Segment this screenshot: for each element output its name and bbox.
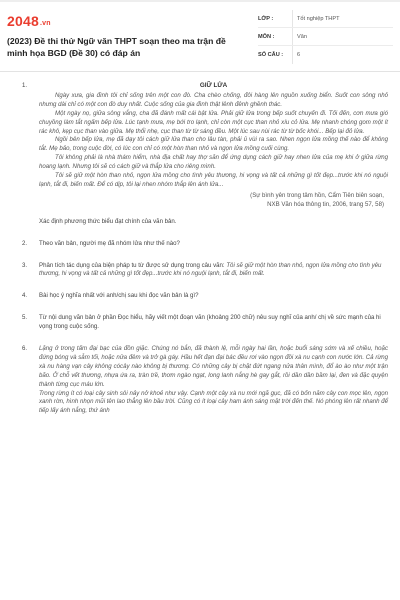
passage-paragraph: Tôi sẽ giữ một hòn than nhỏ, ngọn lửa mồng cho tình yêu thương, hi vọng và tất cả những gì tốt đẹp...trước khi nó nguội lạnh, tắt đi, biến mất. Để có dịp, tôi lại nhen nhóm thắp lên ánh lửa... <box>39 172 388 188</box>
logo-suffix: .vn <box>39 20 51 27</box>
meta-key: SỐ CÂU : <box>258 52 284 58</box>
meta-value: Tốt nghiệp THPT <box>292 10 393 27</box>
question-number: 2. <box>22 239 28 247</box>
passage-source-line: NXB Văn hóa thông tin, 2006, trang 57, 58) <box>267 200 384 208</box>
question-passage: Lặng ở trong tấm đại bạc của đồn giặc. Chúng nó bắn, đã thành lệ, mỗi ngày hai lần, hoặc buổi sáng sớm và xế chiều, hoặc đứng bóng và sẫm tối, hoặc nửa đêm và trở gà gáy. Hầu hết đạn đại bác đều rơi vào ngọn đồi xà nu cạnh con nước lớn. Cả rừng xà nu hàng vạn cây không cócây nào không bị thương. Có những cây bị chặt đứt ngang nửa thân mình, đổ ào ào như một trận bão. Ở chỗ vết thương, nhựa ứa ra, tràn trề, thơm ngào ngạt, long lanh nắng hè gay gắt, rồi dần dần bầm lại, đen và đặc quyện thành từng cục máu lớn. <box>39 345 388 388</box>
page-top-bar <box>0 0 400 2</box>
question-3 <box>22 262 388 280</box>
question-text <box>39 262 388 280</box>
question-passage: Trong rừng ít có loại cây sinh sôi nảy nở khoẻ như vậy. Cạnh một cây xà nu mới ngã gục, đã có bốn năm cây con mọc lên, ngọn xanh rờn, hình nhọn mũi tên lao thẳng lên bầu trời. Cũng có ít loại cây ham ánh sáng mặt trời đến thế. Nó phóng lên rất nhanh để tiếp lấy ánh nắng, thứ ánh <box>39 389 388 415</box>
passage-source-line: (Sự bình yên trong tâm hồn, Cẩm Tiên biên soạn, <box>250 191 384 199</box>
meta-row-class <box>258 10 393 28</box>
question-6 <box>22 345 388 416</box>
document-title: (2023) Đề thi thử Ngữ văn THPT soạn theo ma trận đề minh họa BGD (Đề 30) có đáp án <box>7 36 226 58</box>
question-task: Xác định phương thức biểu đạt chính của văn bản. <box>39 217 177 225</box>
question-number: 1. <box>22 82 28 89</box>
passage-paragraph: Một ngày nọ, giữa sông vắng, cha đã đánh mất cái bật lửa. Phải giữ lửa trong bếp suốt chuyến đi. Tối đến, cơn mưa gió chuyồng làm tắt ngấm bếp lửa. Lúc tạnh mưa, mẹ bới tro lạnh, chỉ còn một cục than nhỏ xíu cỏ lửa. Mẹ nhanh chóng gom một ít rác khô, kẹp cục than vào giữa. Mẹ thổi nhẹ, cục than từ từ sáng đều. Một lúc sau nùi rác từ từ bốc khói... Bếp lại đỏ lửa. <box>39 109 388 135</box>
question-4 <box>22 292 388 301</box>
question-text: Bài học ý nghĩa nhất với anh/chị sau khi đọc văn bản là gì? <box>39 292 199 300</box>
passage-paragraph: Ngày xưa, gia đình tôi chỉ sống trên một con đò. Cha chèo chống, đôi hàng lên nguồn xuống biển. Suốt con sông nhỏ nhưng dài chỉ có một con đò duy nhất. Cuộc sống của gia đình thật lênh đênh ghềnh thác. <box>39 91 388 108</box>
question-text: Theo văn bản, người mẹ đã nhóm lửa như thế nào? <box>39 239 180 247</box>
meta-row-count <box>258 46 393 64</box>
meta-row-subject <box>258 28 393 46</box>
question-1 <box>22 82 388 227</box>
passage-paragraph: Tôi không phải là nhà thám hiểm, nhà địa chất hay thợ săn để ứng dụng cách giữ hay nhen lửa của mẹ khi ở giữa rừng hoang lạnh. Nhưng tôi sẽ có cách giữ và thắp lửa cho riêng mình. <box>39 154 388 171</box>
question-number: 4. <box>22 292 28 300</box>
question-text-quote: Tôi sẽ giữ một hòn than nhỏ, ngọn lửa mồng cho tình yêu thương, hi vọng và tất cả những gì tốt đẹp...trước khi nó nguội lạnh, tắt đi, biến mất. <box>39 261 382 278</box>
meta-key: MÔN : <box>258 33 275 40</box>
question-text: Từ nội dung văn bản ở phần Đọc hiểu, hãy viết một đoạn văn (khoảng 200 chữ) nêu suy nghĩ của anh/ chị về sức mạnh của hi vọng trong cuộc sống. <box>39 314 381 331</box>
question-2 <box>22 240 388 249</box>
question-number: 3. <box>22 261 28 269</box>
logo-main: 2048 <box>7 13 39 29</box>
question-5 <box>22 314 388 332</box>
document-header <box>7 10 393 62</box>
passage-paragraph: Ngồi bên bếp lửa, mẹ đã dạy tôi cách giữ lửa than cho lâu tàn, phải ủ vùi ra sao. Nhen ngọn lửa mồng thế nào để không tắt. Mẹ bảo, trong cuộc đời, có lúc con chỉ có một hòn than nhỏ và ngọn lửa mồng cuối cùng. <box>39 136 388 153</box>
question-number: 6. <box>22 345 28 353</box>
meta-value: Văn <box>292 28 393 45</box>
question-list <box>22 82 388 429</box>
site-logo[interactable] <box>7 13 51 29</box>
question-number: 5. <box>22 314 28 322</box>
meta-table <box>258 10 393 64</box>
question-text-plain: Phân tích tác dụng của biện pháp tu từ được sử dụng trong câu văn: <box>39 261 227 269</box>
header-divider <box>0 71 400 72</box>
meta-key: LỚP : <box>258 15 274 22</box>
meta-value: 6 <box>292 46 393 64</box>
passage-title: GIỮ LỬA <box>199 82 228 89</box>
